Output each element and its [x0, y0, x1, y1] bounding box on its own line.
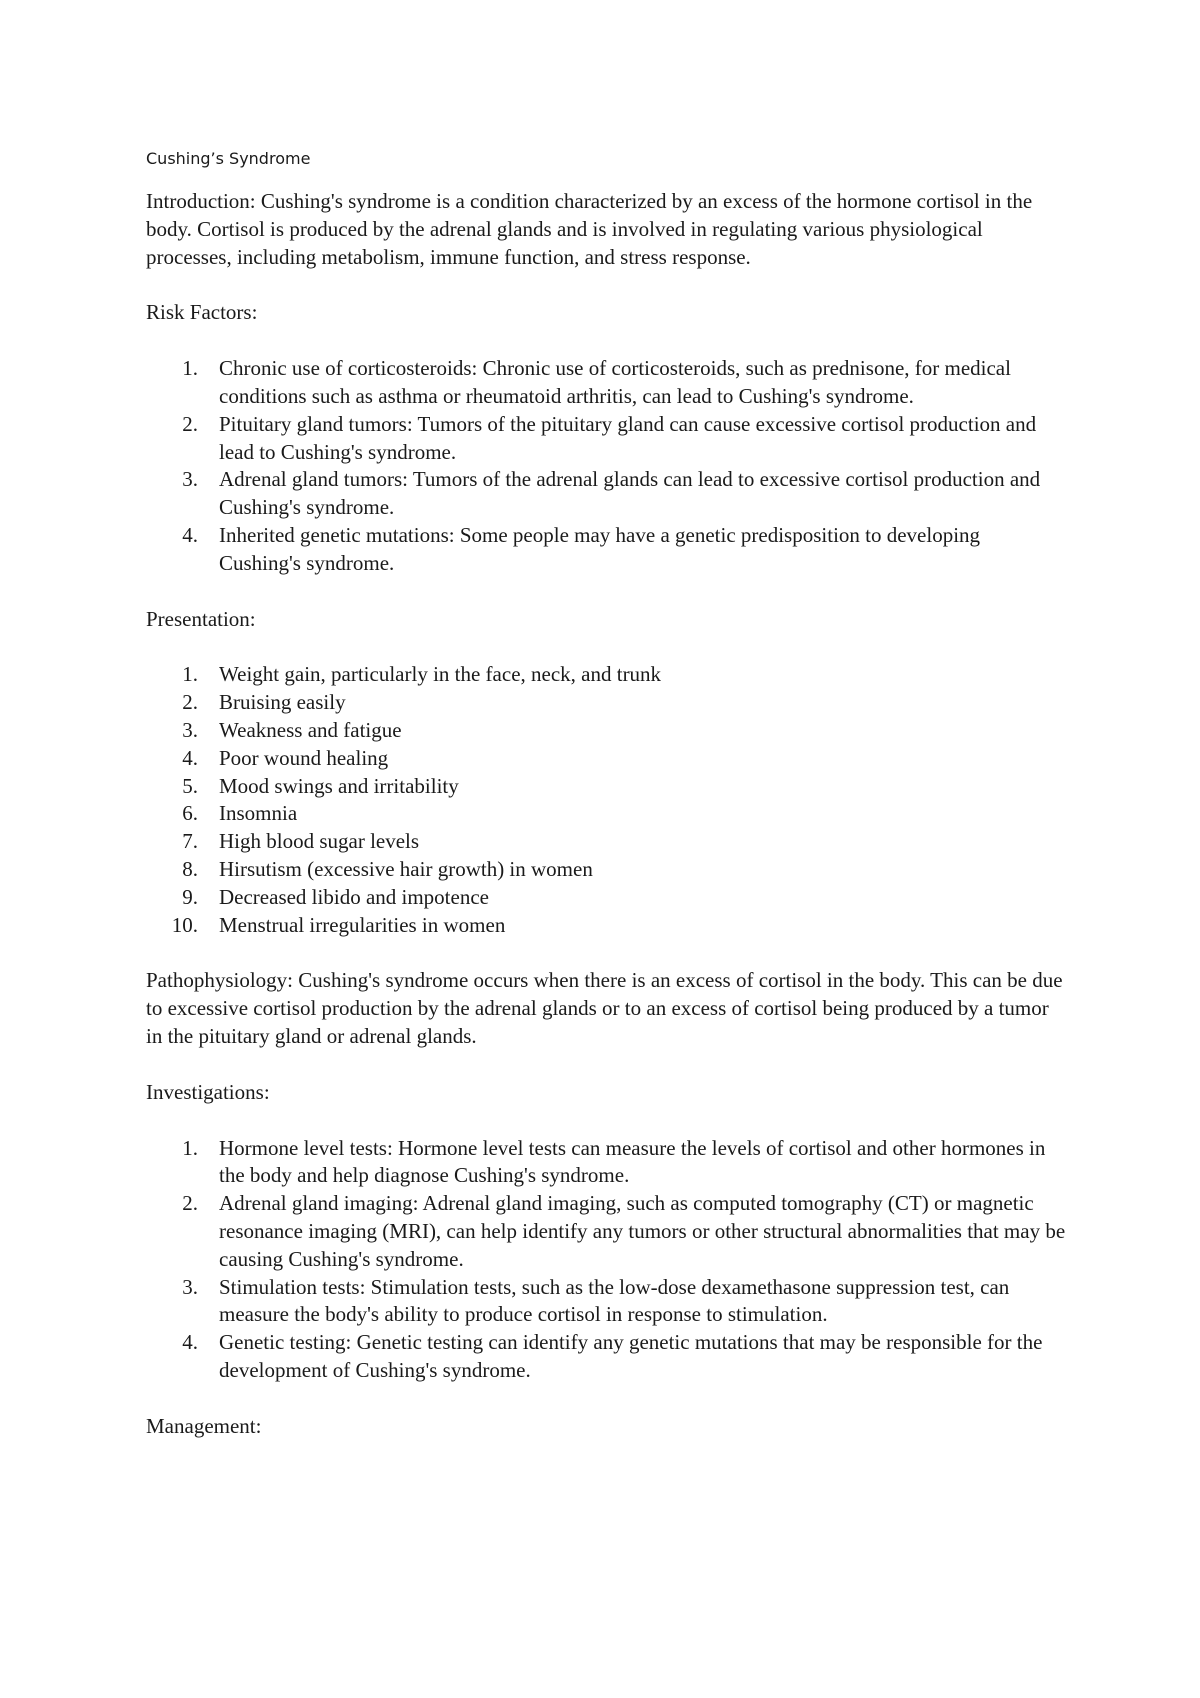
investigations-list [146, 1135, 1066, 1385]
list-number: 2. [182, 1191, 198, 1216]
list-number: 8. [182, 856, 198, 881]
list-number: 1. [182, 662, 198, 687]
list-item-text: Inherited genetic mutations: Some people may have a genetic predisposition to developing Cushing's syndrome. [219, 522, 981, 575]
list-item-text: High blood sugar levels [219, 829, 420, 854]
list-item [146, 828, 1066, 856]
list-number: 4. [182, 522, 198, 547]
list-item-text: Decreased libido and impotence [219, 884, 489, 909]
list-number: 4. [182, 1330, 198, 1355]
list-item-text: Chronic use of corticosteroids: Chronic use of corticosteroids, such as prednisone, for medical conditions such as asthma or rheumatoid arthritis, can lead to Cushing's syndrome. [219, 356, 1011, 408]
presentation-list [146, 661, 1066, 939]
document-title: Cushing’s Syndrome [146, 149, 311, 168]
list-item-text: Weakness and fatigue [219, 717, 402, 742]
list-number: 1. [182, 356, 198, 381]
list-item [146, 884, 1066, 912]
list-number: 1. [182, 1135, 198, 1160]
list-item [146, 689, 1066, 717]
list-item [146, 1274, 1066, 1330]
list-item-text: Adrenal gland imaging: Adrenal gland imaging, such as computed tomography (CT) or magnetic resonance imaging (MRI), can help identify any tumors or other structural abnormalities that may be causing Cushing's syndrome. [219, 1191, 1066, 1271]
list-number: 3. [182, 717, 198, 742]
list-item [146, 466, 1066, 522]
list-item [146, 856, 1066, 884]
list-item [146, 1329, 1066, 1385]
list-number: 7. [182, 829, 198, 854]
pathophysiology-paragraph: Pathophysiology: Cushing's syndrome occurs when there is an excess of cortisol in the body. This can be due to excessive cortisol production by the adrenal glands or to an excess of cortisol being produced by a tumor in the pituitary gland or adrenal glands. [146, 968, 1063, 1048]
list-number: 9. [182, 884, 198, 909]
list-item [146, 800, 1066, 828]
list-item [146, 661, 1066, 689]
list-item-text: Menstrual irregularities in women [219, 912, 506, 937]
list-item-text: Adrenal gland tumors: Tumors of the adrenal glands can lead to excessive cortisol production and Cushing's syndrome. [219, 467, 1041, 520]
list-number: 3. [182, 1274, 198, 1299]
investigations-heading: Investigations: [146, 1079, 270, 1104]
list-item [146, 912, 1066, 940]
list-number: 3. [182, 467, 198, 492]
list-number: 10. [171, 912, 198, 937]
list-item-text: Mood swings and irritability [219, 773, 459, 798]
management-heading: Management: [146, 1413, 262, 1438]
list-item [146, 1135, 1066, 1191]
list-item [146, 411, 1066, 467]
list-item-text: Hormone level tests: Hormone level tests can measure the levels of cortisol and other hormones in the body and help diagnose Cushing's syndrome. [219, 1135, 1046, 1188]
list-number: 2. [182, 690, 198, 715]
list-item [146, 745, 1066, 773]
introduction-paragraph: Introduction: Cushing's syndrome is a condition characterized by an excess of the hormone cortisol in the body. Cortisol is produced by the adrenal glands and is involved in regulating various physiological processes, including metabolism, immune function, and stress response. [146, 189, 1033, 269]
list-item-text: Poor wound healing [219, 745, 389, 770]
list-item-text: Genetic testing: Genetic testing can identify any genetic mutations that may be responsible for the development of Cushing's syndrome. [219, 1330, 1043, 1382]
list-number: 4. [182, 745, 198, 770]
list-item-text: Pituitary gland tumors: Tumors of the pituitary gland can cause excessive cortisol production and lead to Cushing's syndrome. [219, 411, 1037, 464]
risk-factors-list [146, 355, 1066, 577]
document-page [146, 148, 1066, 1468]
list-item [146, 1190, 1066, 1273]
list-item [146, 355, 1066, 411]
list-item-text: Insomnia [219, 801, 298, 826]
list-item [146, 717, 1066, 745]
list-number: 2. [182, 411, 198, 436]
list-item-text: Bruising easily [219, 690, 346, 715]
list-number: 5. [182, 773, 198, 798]
list-item [146, 522, 1066, 578]
list-item-text: Stimulation tests: Stimulation tests, such as the low-dose dexamethasone suppression test, can measure the body's ability to produce cortisol in response to stimulation. [219, 1274, 1010, 1327]
list-item-text: Hirsutism (excessive hair growth) in women [219, 856, 593, 881]
list-number: 6. [182, 801, 198, 826]
presentation-heading: Presentation: [146, 606, 256, 631]
list-item-text: Weight gain, particularly in the face, neck, and trunk [219, 662, 662, 687]
risk-factors-heading: Risk Factors: [146, 300, 258, 325]
list-item [146, 773, 1066, 801]
